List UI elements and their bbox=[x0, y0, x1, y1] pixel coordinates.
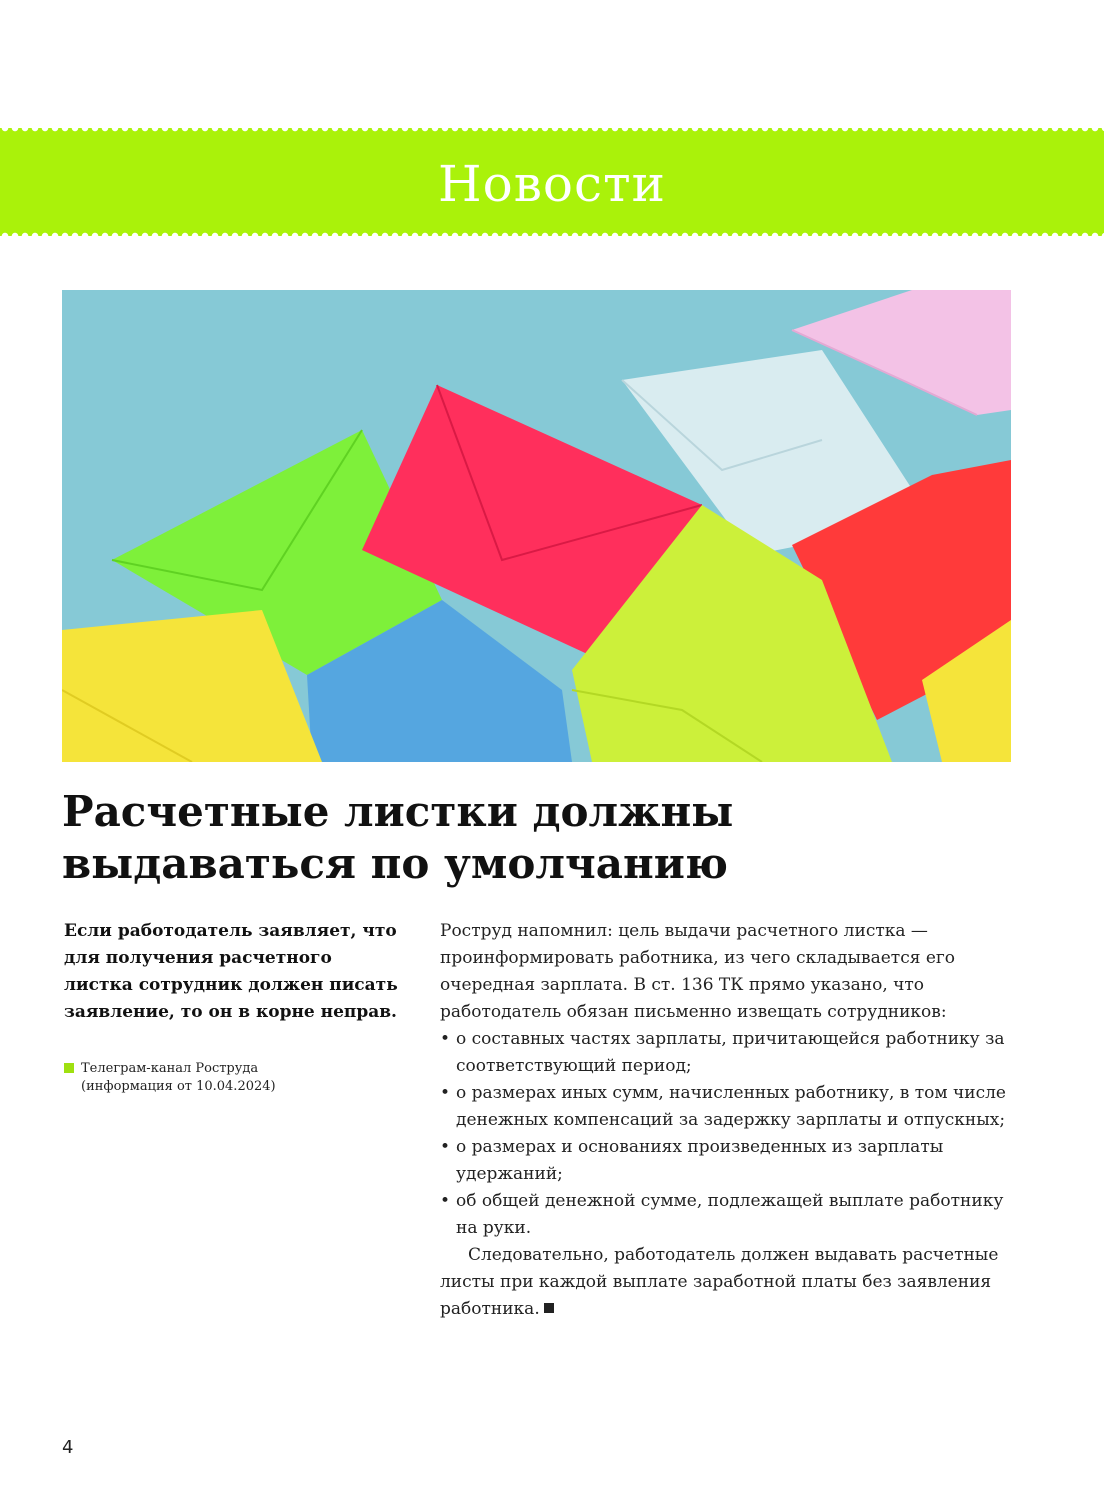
list-item: • о размерах иных сумм, начисленных работнику, в том числе денежных компенсаций за задержку зарплаты и отпускных; bbox=[440, 1080, 1010, 1134]
page-number: 4 bbox=[62, 1437, 74, 1458]
list-item: • о составных частях зарплаты, причитающейся работнику за соответствующий период; bbox=[440, 1026, 1010, 1080]
source-date: (информация от 10.04.2024) bbox=[81, 1079, 276, 1094]
section-title: Новости bbox=[438, 155, 666, 213]
source-name: Телеграм-канал Роструда bbox=[81, 1061, 259, 1076]
body-conclusion bbox=[440, 1242, 1010, 1323]
body-bullet-list bbox=[440, 1026, 1010, 1242]
conclusion-text: Следовательно, работодатель должен выдавать расчетные листы при каждой выплате заработной платы без заявления работника. bbox=[440, 1245, 999, 1319]
article-source bbox=[64, 1060, 394, 1096]
section-banner bbox=[0, 128, 1104, 236]
banner-scalloped-edge-bottom bbox=[0, 230, 1104, 236]
colorful-envelopes-photo bbox=[62, 290, 1011, 762]
article-headline: Расчетные листки должны выдаваться по умолчанию bbox=[62, 787, 734, 888]
list-item: • об общей денежной сумме, подлежащей выплате работнику на руки. bbox=[440, 1188, 1010, 1242]
body-intro: Роструд напомнил: цель выдачи расчетного листка — проинформировать работника, из чего складывается его очередная зарплата. В ст. 136 ТК прямо указано, что работодатель обязан письменно извещать сотрудников: bbox=[440, 921, 956, 1022]
end-of-article-icon bbox=[544, 1303, 554, 1313]
list-item: • о размерах и основаниях произведенных из зарплаты удержаний; bbox=[440, 1134, 1010, 1188]
banner-scalloped-edge-top bbox=[0, 128, 1104, 134]
article-body bbox=[440, 918, 1010, 1323]
green-square-icon bbox=[64, 1063, 74, 1073]
article-lead: Если работодатель заявляет, что для получения расчетного листка сотрудник должен писать заявление, то он в корне неправ. bbox=[64, 921, 398, 1022]
